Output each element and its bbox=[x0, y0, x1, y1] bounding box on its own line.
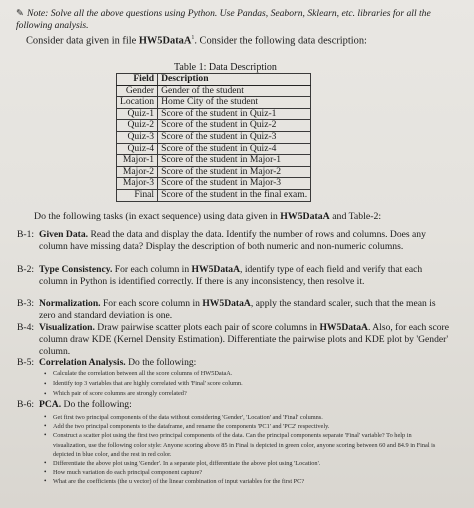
consider-file: HW5DataA bbox=[138, 35, 192, 47]
task-text: Do the following: bbox=[125, 357, 197, 368]
list-item: • Construct a scatter plot using the first two principal components of the data. Can the principal components separate 'Final' variable? To help in visualization, use the following color style: Anyone scoring above 85 in Final is depicted in green color, anyone scoring between 60 and 84.9 in Final is depicted in blue color, and the rest in red color. bbox=[44, 431, 444, 459]
table-row bbox=[117, 85, 311, 97]
table-caption: Table 1: Data Description bbox=[174, 62, 277, 73]
field-cell: Gender bbox=[117, 85, 158, 97]
task-b5 bbox=[17, 357, 453, 369]
field-cell: Major-1 bbox=[117, 155, 158, 167]
note-paragraph bbox=[16, 8, 466, 32]
b5-bullet-list bbox=[44, 369, 444, 399]
header-description: Description bbox=[158, 74, 311, 86]
table-row bbox=[117, 155, 311, 167]
field-cell: Quiz-4 bbox=[117, 143, 158, 155]
task-file: HW5DataA bbox=[319, 322, 368, 333]
task-label: B-3: bbox=[17, 298, 35, 309]
field-cell: Quiz-3 bbox=[117, 131, 158, 143]
consider-prefix: Consider data given in file bbox=[26, 35, 139, 47]
task-pre: For each score column in bbox=[100, 298, 203, 309]
field-cell: Quiz-1 bbox=[117, 108, 158, 120]
description-cell: Score of the student in Quiz-1 bbox=[158, 108, 311, 120]
list-item: • Which pair of score columns are strongly correlated? bbox=[44, 389, 444, 399]
list-item: • Differentiate the above plot using 'Gender'. In a separate plot, differentiate the above plot using 'Location'. bbox=[44, 459, 444, 468]
list-item: • Add the two principal components to the dataframe, and rename the components 'PC1' and 'PC2' respectively. bbox=[44, 422, 444, 431]
field-cell: Major-3 bbox=[117, 178, 158, 190]
task-text: , identify type of each field and verify that each column in Python is identified correctly. If there is any inconsistency, then resolve it. bbox=[39, 264, 423, 287]
task-b1 bbox=[17, 229, 453, 253]
task-title: Normalization. bbox=[39, 298, 101, 309]
field-cell: Location bbox=[117, 97, 158, 109]
task-file: HW5DataA bbox=[202, 298, 251, 309]
task-text: . Also, for each score column draw KDE (Kernel Density Estimation). Differentiate the pairwise plots and KDE plot by 'Gender' column. bbox=[39, 322, 449, 357]
intro-prefix: Do the following tasks (in exact sequence) using data given in bbox=[34, 211, 281, 222]
consider-paragraph bbox=[26, 32, 367, 47]
table-row bbox=[117, 189, 311, 201]
description-cell: Score of the student in Quiz-4 bbox=[158, 143, 311, 155]
task-b4 bbox=[17, 322, 453, 358]
list-item: • What are the coefficients (the u vector) of the linear combination of input variables for the first PC? bbox=[44, 477, 444, 486]
description-cell: Score of the student in Major-2 bbox=[158, 166, 311, 178]
description-cell: Home City of the student bbox=[158, 97, 311, 109]
task-b2 bbox=[17, 264, 453, 288]
list-item: • Identify top 3 variables that are highly correlated with 'Final' score column. bbox=[44, 379, 444, 389]
description-cell: Score of the student in Quiz-2 bbox=[158, 120, 311, 132]
field-cell: Quiz-2 bbox=[117, 120, 158, 132]
tasks-intro bbox=[34, 211, 381, 222]
table-row bbox=[117, 108, 311, 120]
task-b3 bbox=[17, 298, 453, 322]
field-cell: Major-2 bbox=[117, 166, 158, 178]
list-item: • Get first two principal components of the data without considering 'Gender', 'Location' and 'Final' columns. bbox=[44, 413, 444, 422]
description-cell: Gender of the student bbox=[158, 85, 311, 97]
consider-suffix: . Consider the following data description: bbox=[194, 35, 367, 47]
task-text: Read the data and display the data. Identify the number of rows and columns. Does any column have missing data? Display the description of both numeric and non-numeric columns. bbox=[39, 229, 426, 252]
b6-bullet-list bbox=[44, 413, 444, 487]
task-title: Correlation Analysis. bbox=[39, 357, 126, 368]
table-row bbox=[117, 143, 311, 155]
table-row bbox=[117, 97, 311, 109]
task-text: Do the following: bbox=[61, 399, 132, 410]
task-b6 bbox=[17, 399, 453, 411]
description-cell: Score of the student in the final exam. bbox=[158, 189, 311, 201]
note-text: Note: Solve all the above questions using Python. Use Pandas, Seaborn, Sklearn, etc. libraries for all the following analysis. bbox=[16, 8, 431, 31]
table-row bbox=[117, 166, 311, 178]
list-item: • Calculate the correlation between all the score columns of HW5DataA. bbox=[44, 369, 444, 379]
task-label: B-6: bbox=[17, 399, 35, 410]
intro-file: HW5DataA bbox=[280, 211, 330, 222]
table-row bbox=[117, 120, 311, 132]
list-item: • How much variation do each principal component capture? bbox=[44, 468, 444, 477]
task-pre: Draw pairwise scatter plots each pair of score columns in bbox=[94, 322, 320, 333]
task-file: HW5DataA bbox=[191, 264, 241, 275]
data-description-table bbox=[116, 73, 311, 202]
task-text: , apply the standard scaler, such that the mean is zero and standard deviation is one. bbox=[39, 298, 436, 321]
table-row bbox=[117, 178, 311, 190]
task-title: Visualization. bbox=[39, 322, 95, 333]
table-row bbox=[117, 131, 311, 143]
description-cell: Score of the student in Quiz-3 bbox=[158, 131, 311, 143]
description-cell: Score of the student in Major-1 bbox=[158, 155, 311, 167]
task-pre: For each column in bbox=[112, 264, 192, 275]
field-cell: Final bbox=[117, 189, 158, 201]
task-label: B-4: bbox=[17, 322, 35, 333]
task-title: PCA. bbox=[39, 399, 62, 410]
task-label: B-2: bbox=[17, 264, 35, 275]
task-title: Type Consistency. bbox=[39, 264, 113, 275]
intro-suffix: and Table-2: bbox=[329, 211, 382, 222]
task-label: B-5: bbox=[17, 357, 35, 368]
task-label: B-1: bbox=[17, 229, 35, 240]
table-header-row bbox=[117, 74, 311, 86]
task-title: Given Data. bbox=[39, 229, 89, 240]
description-cell: Score of the student in Major-3 bbox=[158, 178, 311, 190]
pen-icon: ✎ bbox=[16, 8, 25, 19]
footnote-marker: 1 bbox=[191, 35, 195, 41]
header-field: Field bbox=[117, 74, 158, 86]
